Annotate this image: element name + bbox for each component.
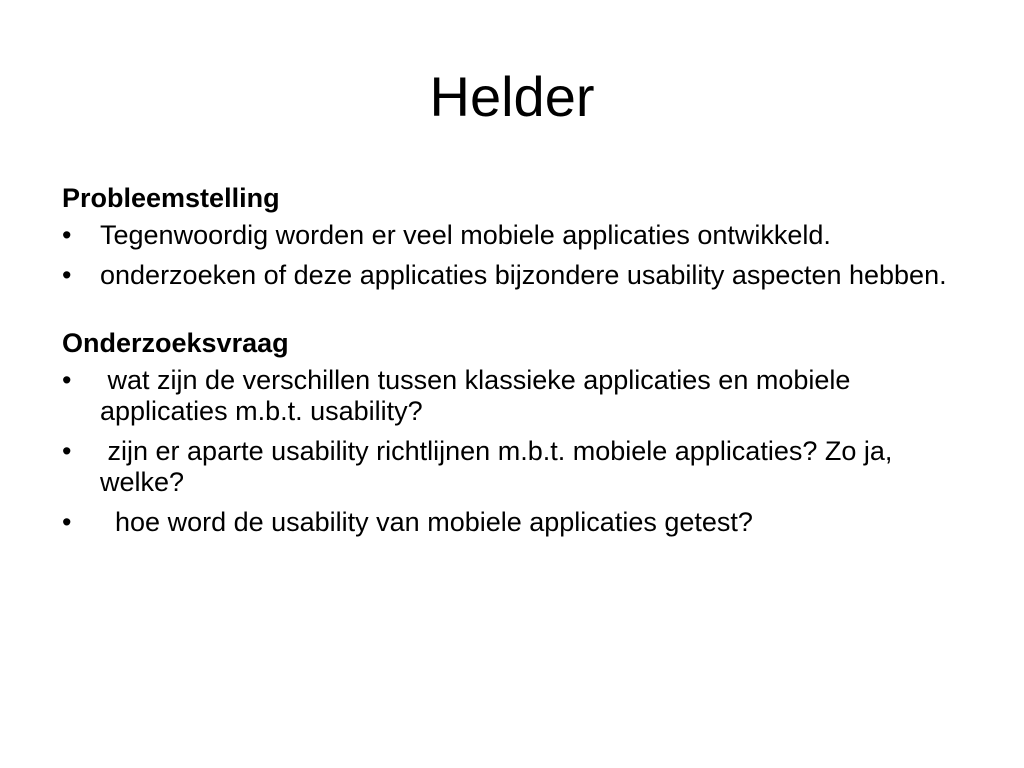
slide-title: Helder [429, 65, 595, 128]
bullet-text: zijn er aparte usability richtlijnen m.b.t. mobiele applicaties? Zo ja, welke? [100, 436, 900, 497]
bullet-icon: • [62, 365, 72, 395]
bullet-icon: • [62, 507, 72, 537]
bullet-list [62, 220, 962, 291]
bullet-text: hoe word de usability van mobiele applicaties getest? [100, 507, 753, 537]
bullet-icon: • [62, 220, 72, 250]
section-onderzoeksvraag [62, 325, 962, 538]
bullet-item [62, 436, 962, 498]
bullet-list [62, 365, 962, 538]
bullet-item [62, 260, 962, 291]
bullet-item [62, 365, 962, 427]
section-probleemstelling [62, 180, 962, 291]
bullet-text: Tegenwoordig worden er veel mobiele applicaties ontwikkeld. [100, 220, 831, 250]
bullet-item [62, 507, 962, 538]
section-heading: Onderzoeksvraag [62, 328, 289, 358]
bullet-icon: • [62, 436, 72, 466]
bullet-item [62, 220, 962, 251]
bullet-text: onderzoeken of deze applicaties bijzondere usability aspecten hebben. [100, 260, 947, 290]
bullet-icon: • [62, 260, 72, 290]
slide-content [62, 180, 962, 547]
section-heading: Probleemstelling [62, 183, 280, 213]
bullet-text: wat zijn de verschillen tussen klassieke applicaties en mobiele applicaties m.b.t. usability? [100, 365, 858, 426]
